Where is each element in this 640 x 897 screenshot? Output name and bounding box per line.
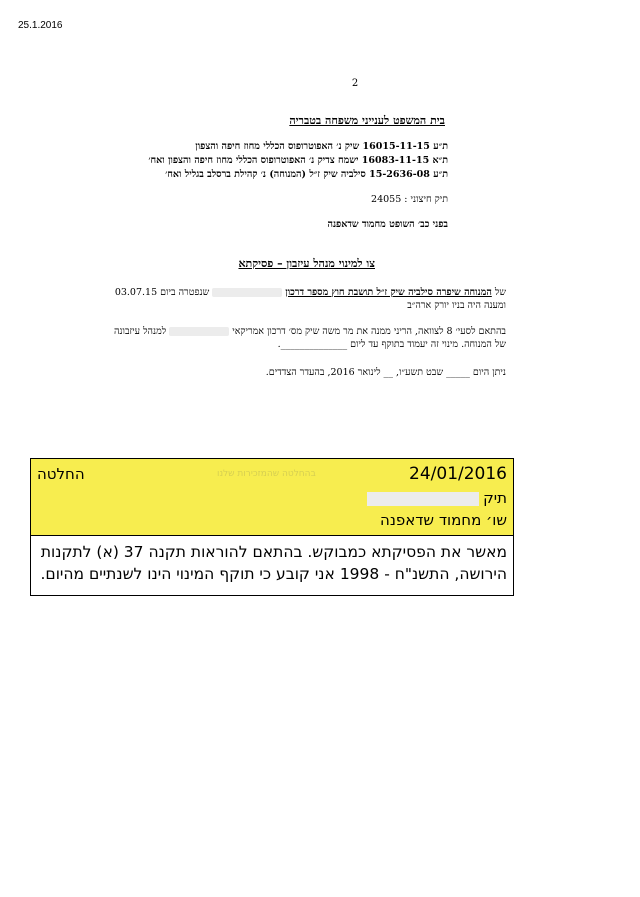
decision-date: 24/01/2016	[409, 464, 507, 484]
decision-label: החלטה	[37, 465, 85, 483]
case-line-3: ת״ע 15-2636-08 סילביה שיק ז״ל (המנוחה) נ׳ קהילת ברסלב בגליל ואח׳	[165, 169, 448, 180]
order-heading: צו למינוי מנהל עיזבון – פסיקתא	[238, 257, 375, 270]
decision-box	[30, 458, 514, 596]
print-date: 25.1.2016	[18, 20, 63, 31]
paragraph-appointment	[112, 325, 506, 351]
case-numbers	[148, 140, 448, 182]
page-number: 2	[351, 78, 359, 89]
decision-file-row	[37, 487, 507, 509]
redacted-file-number	[367, 492, 479, 506]
para1-bold: המנוחה שיפרה סילביה שיק ז״ל תושבת חוץ מספר דרכון	[285, 287, 492, 298]
decision-faint-text: בהחלטה שהמזכירות שלנו	[217, 469, 316, 479]
external-file-number: תיק חיצוני : 24055	[371, 194, 448, 205]
redacted-passport-2	[169, 327, 229, 336]
para2-part2: למנהל עיזבונה של המנוחה. מינוי זה יעמוד בתוקף עד ליום ______________.	[113, 326, 506, 350]
decision-body: מאשר את הפסיקתא כמבוקש. בהתאם להוראות תקנה 37 (א) לתקנות הירושה, התשנ"ח - 1998 אני קובע כי תוקף המינוי הינו לשנתיים מהיום.	[40, 543, 507, 583]
judge-line: בפני כב׳ השופט מחמוד שדאפנה	[327, 219, 448, 230]
para1-suffix: שנפטרה ביום 03.07.15 ומענה היה בניו יורק ארה״ב	[114, 287, 506, 311]
para1-prefix: של	[491, 287, 506, 298]
decision-header	[31, 459, 513, 536]
paragraph-deceased	[112, 286, 506, 312]
given-line: ניתן היום _____ שבט תשע״ו, __ לינואר 2016, בהעדר הצדדים.	[265, 367, 506, 378]
court-name: בית המשפט לענייני משפחה בטבריה	[289, 114, 445, 127]
decision-judge: שו׳ מחמוד שדאפנה	[380, 511, 507, 529]
case-line-2: ת״א 16083-11-15 ישמח צדיק נ׳ האפוטרופוס הכללי מחוז חיפה והצפון ואח׳	[148, 155, 448, 166]
redacted-passport	[212, 288, 282, 297]
case-line-1: ת״ע 16015-11-15 שיק נ׳ האפוטרופוס הכללי מחוז חיפה והצפון	[195, 141, 448, 152]
decision-file-label: תיק	[483, 489, 507, 507]
para2-part1: בהתאם לסעי׳ 8 לצוואה, הריני ממנה את מר משה שיק מס׳ דרכון אמריקאי	[232, 326, 506, 337]
